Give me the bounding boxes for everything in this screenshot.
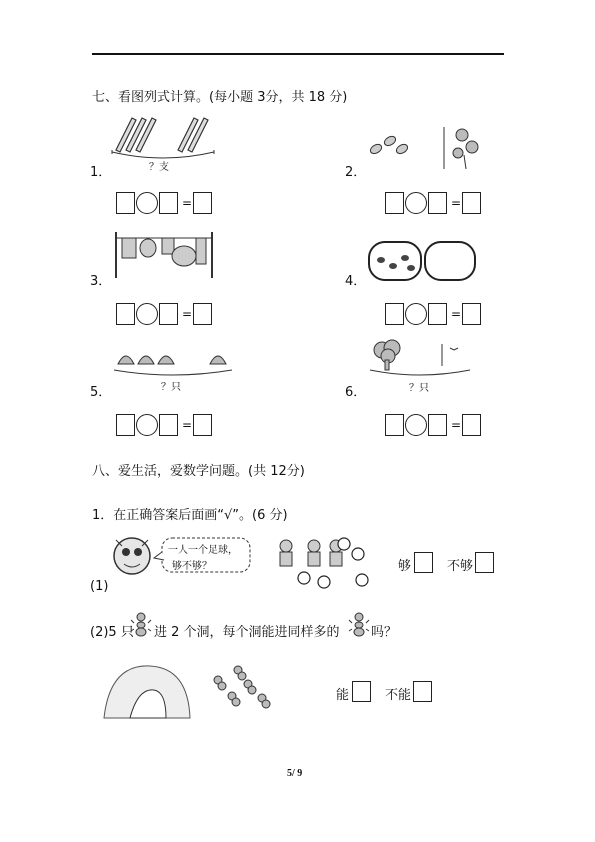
p2-box-result[interactable]	[462, 192, 481, 214]
p6-operator-circle[interactable]	[405, 414, 427, 436]
problem-6-number: 6．	[345, 385, 367, 400]
q2-prefix: (2)5 只	[90, 625, 134, 640]
problem-6-caption: ？只	[409, 383, 429, 394]
clothesline-illustration	[112, 228, 218, 280]
q2-yes-checkbox[interactable]	[352, 681, 371, 702]
problem-4-number: 4．	[345, 274, 367, 289]
q1-option-no-label: 不够	[447, 559, 474, 574]
problem-5-caption: ？只	[161, 382, 181, 393]
q2-option-no-label: 不能	[385, 688, 412, 703]
p5-box-1[interactable]	[116, 414, 135, 436]
q1-yes-checkbox[interactable]	[414, 552, 433, 573]
p2-box-2[interactable]	[428, 192, 447, 214]
problem-1-caption: ？支	[149, 162, 169, 173]
p5-operator-circle[interactable]	[136, 414, 158, 436]
speech-bubble-line-2: 够不够？	[172, 561, 212, 572]
problem-1-number: 1．	[90, 165, 112, 180]
kids-soccer-illustration	[270, 536, 374, 590]
q1-no-checkbox[interactable]	[475, 552, 494, 573]
q2-middle: 进 2 个洞，每个洞能进同样多的	[154, 625, 340, 640]
section-7-title: 七、看图列式计算。(每小题 3分，共 18 分)	[92, 90, 348, 105]
ant-icon-2	[348, 611, 370, 637]
p3-box-2[interactable]	[159, 303, 178, 325]
p2-box-1[interactable]	[385, 192, 404, 214]
p5-box-result[interactable]	[193, 414, 212, 436]
cartoon-mascot-icon	[108, 530, 158, 586]
p6-box-1[interactable]	[385, 414, 404, 436]
p3-equals: =	[182, 307, 193, 321]
p3-operator-circle[interactable]	[136, 303, 158, 325]
p6-box-2[interactable]	[428, 414, 447, 436]
ants-group-illustration	[208, 662, 278, 710]
p3-box-1[interactable]	[116, 303, 135, 325]
q1-title: 1．在正确答案后面画“√”。(6 分)	[92, 508, 288, 523]
q2-no-checkbox[interactable]	[413, 681, 432, 702]
p4-equals: =	[451, 307, 462, 321]
p5-box-2[interactable]	[159, 414, 178, 436]
problem-2-number: 2．	[345, 165, 367, 180]
tree-birds-illustration	[368, 338, 472, 378]
problem-5-number: 5．	[90, 385, 112, 400]
fish-bowls-illustration	[367, 238, 477, 282]
p1-operator-circle[interactable]	[136, 192, 158, 214]
p4-box-2[interactable]	[428, 303, 447, 325]
p2-operator-circle[interactable]	[405, 192, 427, 214]
jellyfish-illustration	[110, 346, 236, 380]
q2-option-yes-label: 能	[336, 688, 350, 703]
p4-operator-circle[interactable]	[405, 303, 427, 325]
p1-box-1[interactable]	[116, 192, 135, 214]
p1-box-2[interactable]	[159, 192, 178, 214]
p5-equals: =	[182, 418, 193, 432]
problem-3-number: 3．	[90, 274, 112, 289]
ant-icon	[130, 611, 152, 637]
q2-suffix: 吗？	[371, 625, 398, 640]
p2-equals: =	[451, 196, 462, 210]
p1-equals: =	[182, 196, 193, 210]
speech-bubble-line-1: 一人一个足球，	[168, 545, 238, 556]
leaves-flower-illustration	[362, 125, 487, 170]
cave-illustration	[100, 660, 192, 720]
p4-box-1[interactable]	[385, 303, 404, 325]
p6-box-result[interactable]	[462, 414, 481, 436]
p4-box-result[interactable]	[462, 303, 481, 325]
page-number: 5/ 9	[287, 768, 303, 779]
section-8-title: 八、爱生活，爱数学问题。(共 12分)	[92, 464, 305, 479]
p3-box-result[interactable]	[193, 303, 212, 325]
q1-option-yes-label: 够	[398, 559, 412, 574]
p6-equals: =	[451, 418, 462, 432]
q1-sub-label: (1)	[90, 579, 109, 594]
p1-box-result[interactable]	[193, 192, 212, 214]
header-rule	[92, 53, 504, 55]
